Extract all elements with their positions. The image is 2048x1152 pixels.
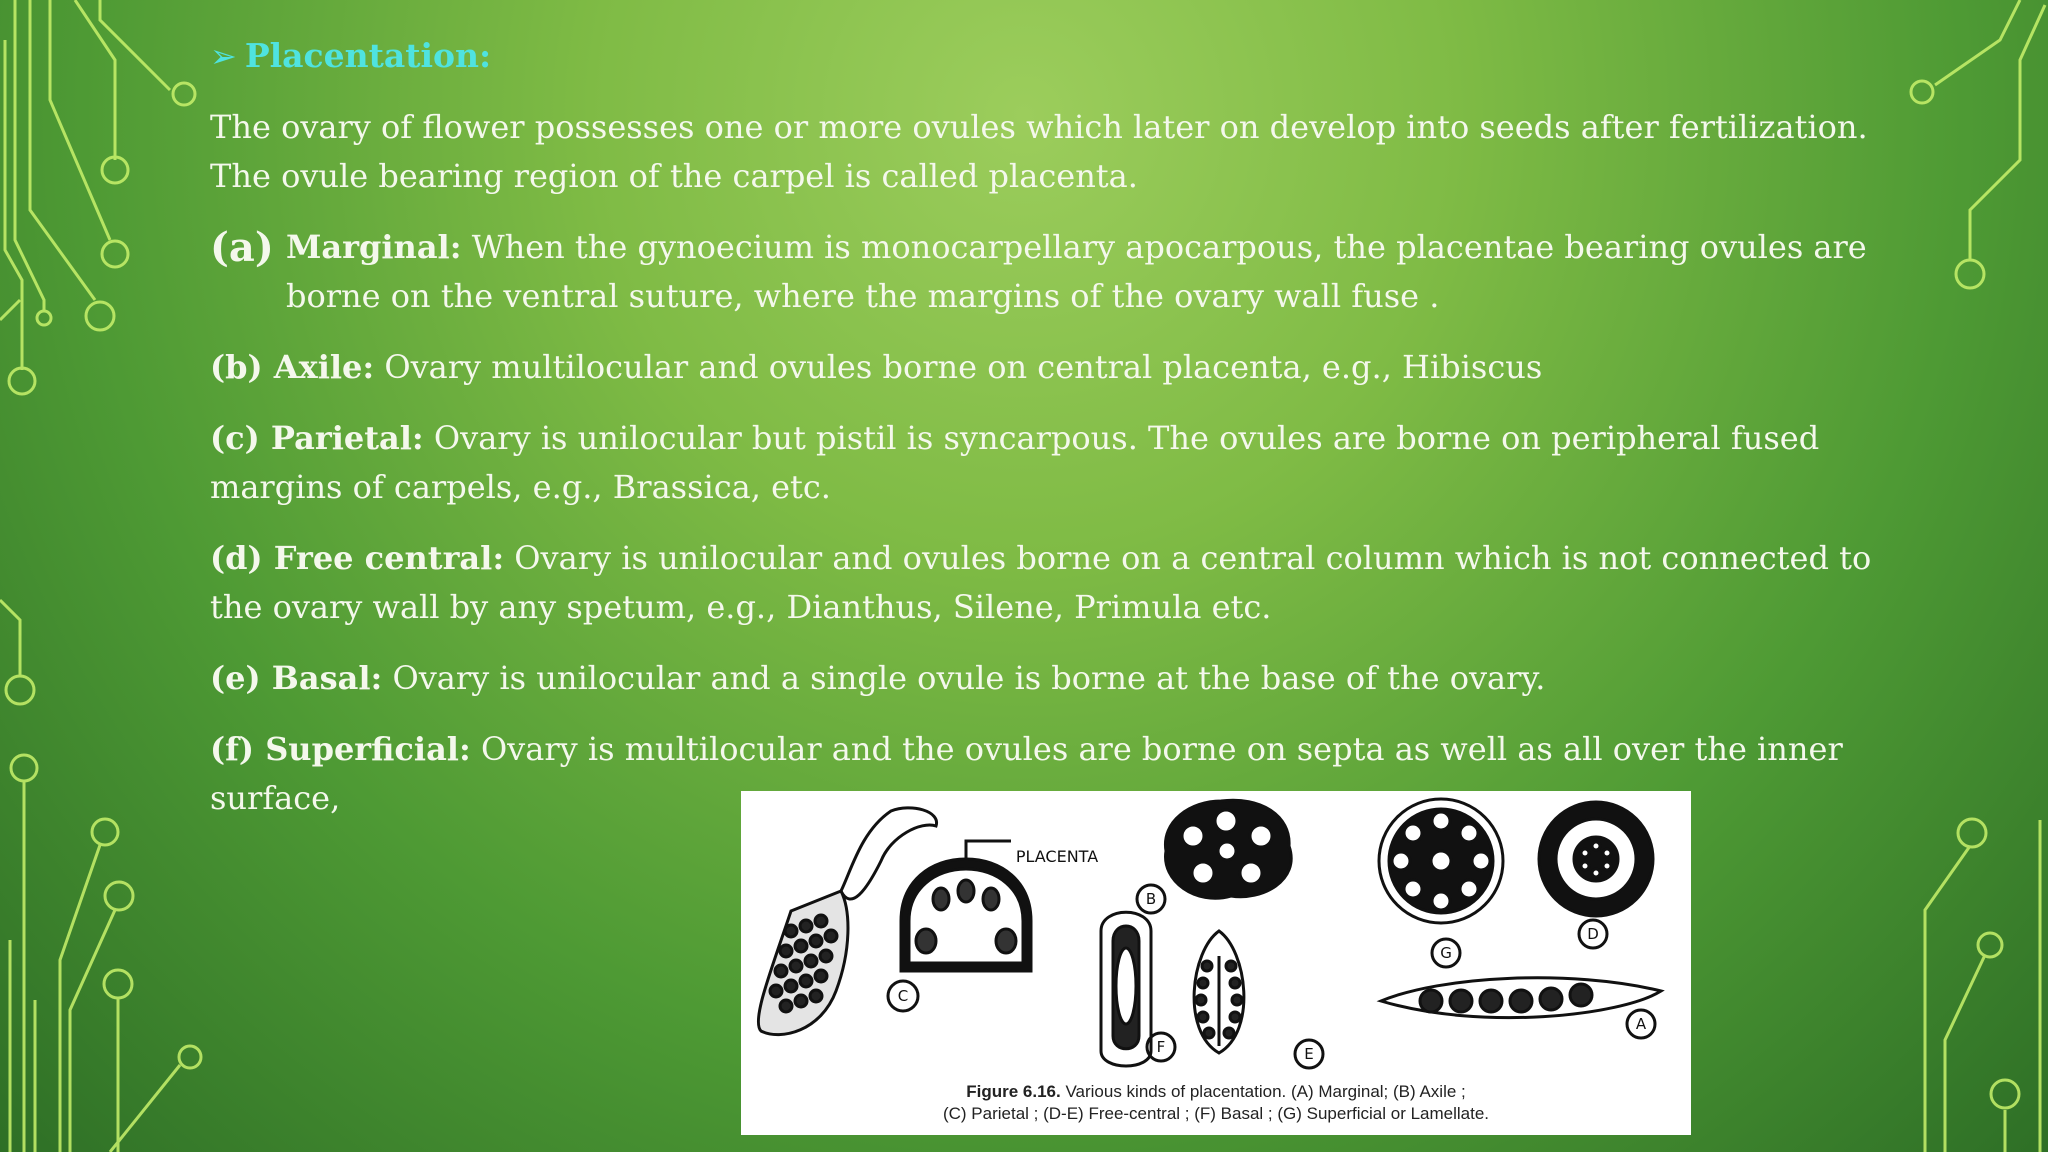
item-e-label: (e) Basal: — [210, 659, 383, 697]
arrow-bullet-icon: ➢ — [210, 36, 237, 75]
item-a-marker: (a) — [210, 224, 274, 271]
item-e-text: Ovary is unilocular and a single ovule is borne at the base of the ovary. — [382, 659, 1546, 697]
letter-b: B — [1145, 890, 1157, 908]
intro-paragraph: The ovary of flower possesses one or more ovules which later on develop into seeds after fertilization. The ovule bearing region of the carpel is called placenta. — [210, 108, 1868, 195]
item-free-central — [210, 534, 1920, 632]
item-f-text: Ovary is multilocular and the ovules are borne on septa as well as all over the inner surface, — [210, 730, 1843, 817]
item-a-label: Marginal: — [286, 228, 462, 266]
letter-d: D — [1587, 925, 1599, 943]
letter-c: C — [897, 987, 909, 1005]
letter-e: E — [1304, 1045, 1314, 1063]
placentation-figure — [741, 791, 1691, 1135]
item-axile — [210, 343, 1920, 392]
slide-heading — [210, 36, 1920, 75]
letter-f: F — [1156, 1038, 1166, 1056]
item-b-text: Ovary multilocular and ovules borne on central placenta, e.g., Hibiscus — [374, 348, 1543, 386]
item-f-label: (f) Superficial: — [210, 730, 471, 768]
heading-text: Placentation: — [244, 36, 492, 75]
letter-a: A — [1635, 1015, 1647, 1033]
item-d-text: Ovary is unilocular and ovules borne on a central column which is not connected to the ovary wall by any spetum, e.g., Dianthus, Silene, Primula etc. — [210, 539, 1872, 626]
placentation-illustration — [741, 791, 1691, 1081]
item-d-label: (d) Free central: — [210, 539, 505, 577]
item-marginal — [210, 223, 1920, 321]
figure-caption-line1 — [741, 1082, 1691, 1102]
letter-g: G — [1440, 944, 1452, 962]
slide-content — [210, 36, 1920, 845]
figure-caption-line2: (C) Parietal ; (D-E) Free-central ; (F) Basal ; (G) Superficial or Lamellate. — [942, 1104, 1490, 1123]
placenta-label: PLACENTA — [1015, 847, 1099, 866]
item-b-label: (b) Axile: — [210, 348, 375, 386]
item-basal — [210, 654, 1920, 703]
item-c-label: (c) Parietal: — [210, 419, 424, 457]
item-c-text: Ovary is unilocular but pistil is syncarpous. The ovules are borne on peripheral fused margins of carpels, e.g., Brassica, etc. — [210, 419, 1820, 506]
item-parietal — [210, 414, 1920, 512]
figure-caption-text1: Various kinds of placentation. (A) Marginal; (B) Axile ; — [1060, 1082, 1466, 1101]
item-a-text: When the gynoecium is monocarpellary apocarpous, the placentae bearing ovules are borne on the ventral suture, where the margins of the ovary wall fuse . — [286, 228, 1867, 315]
figure-caption-bold: Figure 6.16. — [966, 1082, 1061, 1101]
